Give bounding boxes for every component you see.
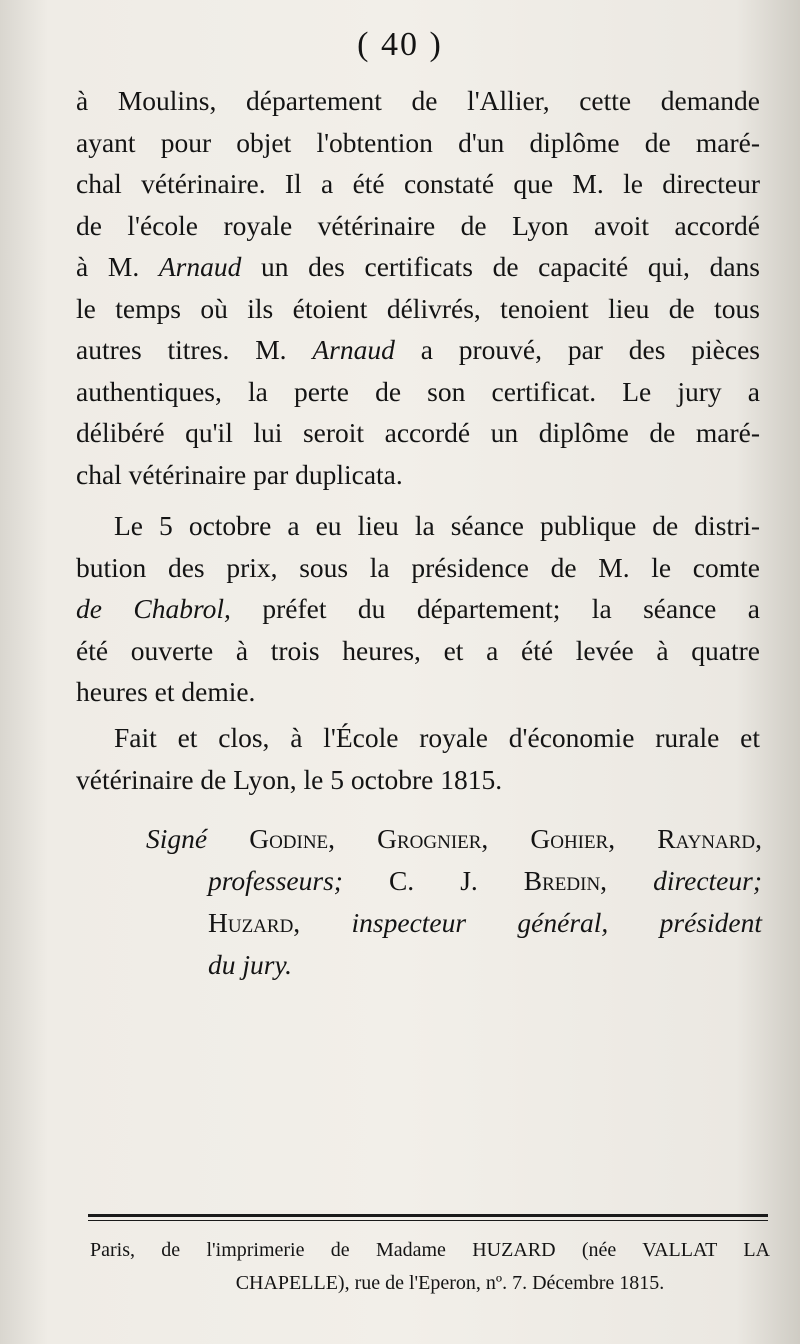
- paragraph1-line: le temps où ils étoient délivrés, tenoient lieu de tous: [76, 292, 760, 324]
- paragraph1-line: authentiques, la perte de son certificat. Le jury a: [76, 375, 760, 407]
- professeurs-label: professeurs;: [208, 865, 343, 896]
- paragraph2-line: été ouverte à trois heures, et a été levée à quatre: [76, 634, 760, 666]
- paragraph1-line: à Moulins, département de l'Allier, cette demande: [76, 85, 760, 116]
- inspecteur-label: inspecteur général, président: [351, 907, 762, 938]
- paragraph3-line: vétérinaire de Lyon, le 5 octobre 1815.: [76, 763, 503, 795]
- paragraph-3: [76, 717, 760, 800]
- printer-imprint: [90, 1234, 770, 1300]
- huzard-name: Huzard,: [208, 907, 301, 938]
- paragraph1-line: délibéré qu'il lui seroit accordé un diplôme de maré-: [76, 417, 760, 448]
- signature-line-3: [76, 902, 762, 944]
- imprint-line-2: CHAPELLE), rue de l'Eperon, nº. 7. Décembre 1815.: [235, 1272, 665, 1294]
- signature-line-4: [76, 944, 762, 986]
- paragraph-1: [76, 80, 760, 495]
- bredin-name: C. J. Bredin,: [388, 865, 608, 896]
- signature-line-1: [76, 818, 762, 860]
- paragraph1-line: à M. Arnaud un des certificats de capacité qui, dans: [76, 251, 760, 282]
- paragraph2-line: Le 5 octobre a eu lieu la séance publique de distri-: [114, 510, 760, 541]
- signe-label: Signé: [146, 823, 208, 854]
- imprint-rule-thin: [88, 1220, 768, 1221]
- paragraph2-line: de Chabrol, préfet du département; la séance a: [76, 593, 760, 624]
- paragraph1-line: ayant pour objet l'obtention d'un diplôme de maré-: [76, 126, 760, 158]
- imprint-line-1: Paris, de l'imprimerie de Madame HUZARD (née VALLAT LA: [90, 1239, 770, 1261]
- paragraph1-line: chal vétérinaire par duplicata.: [76, 458, 403, 490]
- paragraph-2: [76, 505, 760, 713]
- paragraph2-line: heures et demie.: [76, 676, 256, 707]
- paragraph1-line: de l'école royale vétérinaire de Lyon avoit accordé: [76, 209, 760, 241]
- paragraph1-line: autres titres. M. Arnaud a prouvé, par des pièces: [76, 334, 760, 365]
- signatory-names: Godine, Grognier, Gohier, Raynard,: [249, 823, 763, 854]
- imprint-rule-thick: [88, 1214, 768, 1217]
- directeur-label: directeur;: [653, 865, 763, 896]
- paragraph2-line: bution des prix, sous la présidence de M. le comte: [76, 551, 760, 583]
- page-number: ( 40 ): [357, 26, 443, 63]
- paragraph1-line: chal vétérinaire. Il a été constaté que M. le directeur: [76, 168, 760, 199]
- signature-block: [76, 818, 762, 986]
- paragraph3-line: Fait et clos, à l'École royale d'économie rurale et: [114, 722, 760, 753]
- signature-line-2: [76, 860, 762, 902]
- jury-label: du jury.: [208, 949, 293, 980]
